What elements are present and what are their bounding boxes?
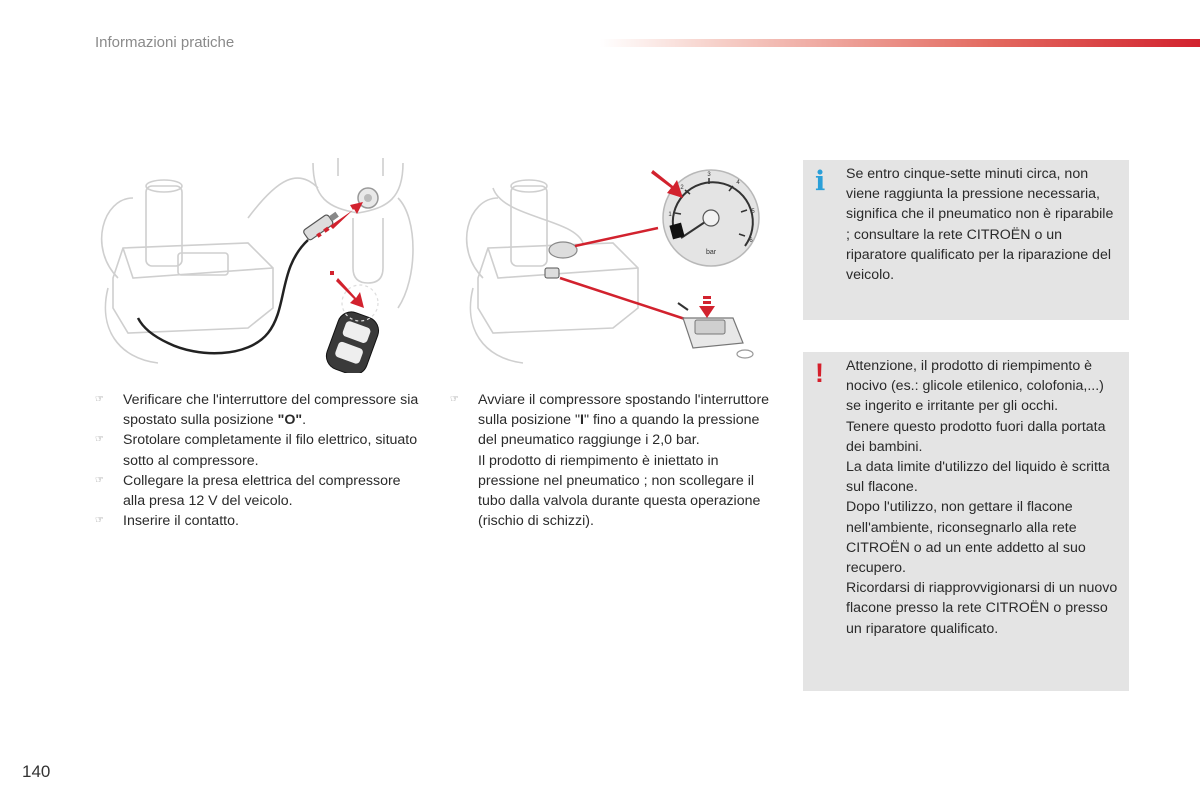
list-item: ☞ Verificare che l'interruttore del compressore sia spostato sulla posizione "O". (95, 392, 419, 429)
gauge-tick-label: 1 (668, 212, 672, 218)
instructions-left-column (95, 390, 425, 531)
gauge-tick-label: 5 (751, 209, 755, 215)
gauge-tick-label: 3 (707, 172, 711, 178)
page-number: 140 (22, 762, 51, 781)
info-icon: i (815, 166, 826, 197)
pointing-hand-icon: ☞ (95, 474, 104, 486)
warning-icon: ! (815, 358, 824, 388)
gauge-tick-label: 4 (736, 180, 740, 186)
info-box (803, 160, 1129, 320)
warning-paragraph: Tenere questo prodotto fuori dalla portata dei bambini. (846, 418, 1106, 455)
warning-paragraph: La data limite d'utilizzo del liquido è scritta sul flacone. (846, 459, 1110, 496)
instructions-right-column (450, 390, 780, 531)
gauge-tick-label: 2 (680, 185, 684, 191)
gauge-tick-label: 6 (749, 238, 753, 244)
section-title: Informazioni pratiche (95, 34, 235, 51)
warning-paragraph: Ricordarsi di riapprovvigionarsi di un nuovo flacone presso la rete CITROËN o presso un riparatore qualificato. (846, 580, 1118, 637)
pointing-hand-icon: ☞ (450, 394, 459, 405)
steps-list-right (450, 390, 780, 451)
list-item: ☞ Avviare il compressore spostando l'interruttore sulla posizione "I" fino a quando la pressione del pneumatico raggiunge i 2,0 bar. (450, 392, 770, 449)
header-accent-bar (600, 39, 1200, 47)
warning-box (803, 352, 1129, 691)
pointing-hand-icon: ☞ (95, 434, 104, 446)
compressor-connection-illustration (98, 158, 428, 373)
list-item: ☞ Collegare la presa elettrica del compressore alla presa 12 V del veicolo. (95, 472, 401, 510)
steps-list-left (95, 390, 425, 531)
pointing-hand-icon: ☞ (95, 515, 104, 527)
list-item: ☞ Srotolare completamente il filo elettrico, situato sotto al compressore. (95, 432, 418, 469)
pointing-hand-icon: ☞ (95, 394, 104, 405)
warning-text (846, 356, 1121, 639)
info-text: Se entro cinque-sette minuti circa, non viene raggiunta la pressione necessaria, significa che il pneumatico non è riparabile ; consultare la rete CITROËN o un riparatore qualificato per la riparazione del veicolo. (846, 166, 1114, 284)
compressor-gauge-illustration (463, 158, 773, 373)
list-item: ☞ Inserire il contatto. (95, 511, 425, 531)
gauge-unit-label: bar (705, 249, 717, 256)
warning-paragraph: Attenzione, il prodotto di riempimento è nocivo (es.: glicole etilenico, colofonia,...) se ingerito e irritante per gli occhi. (846, 358, 1104, 415)
injection-note: Il prodotto di riempimento è iniettato in pressione nel pneumatico ; non scollegare il tubo dalla valvola durante questa operazione (rischio di schizzi). (478, 452, 761, 530)
warning-paragraph: Dopo l'utilizzo, non gettare il flacone nell'ambiente, riconsegnarlo alla rete CITROËN o ad un ente addetto al suo recupero. (846, 499, 1086, 577)
